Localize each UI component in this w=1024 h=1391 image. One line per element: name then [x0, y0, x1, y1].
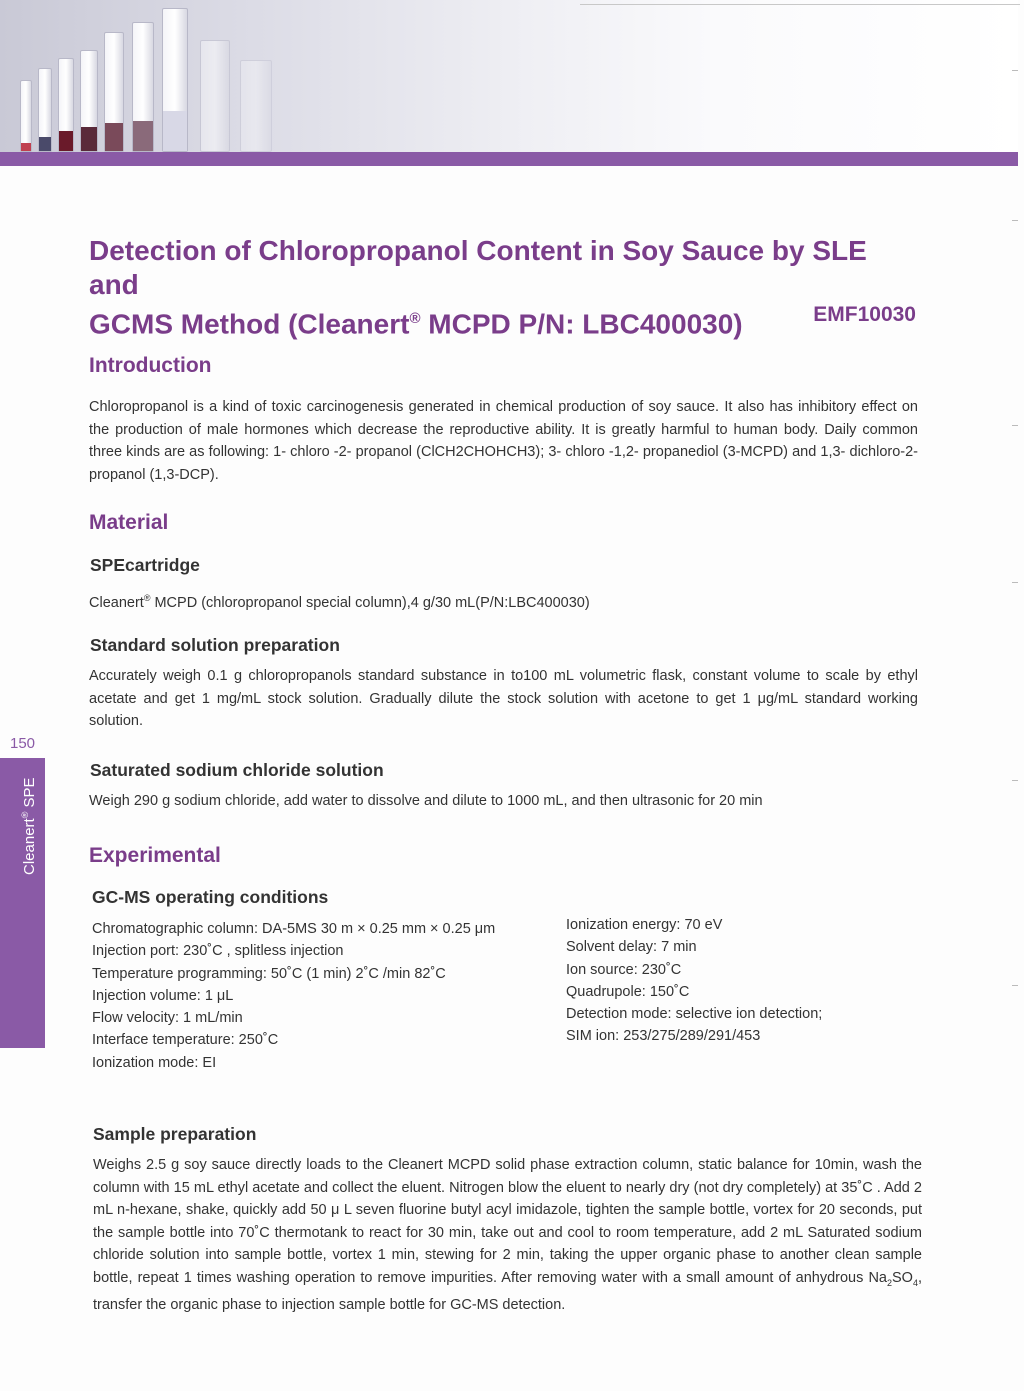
nacl-solution-text: Weigh 290 g sodium chloride, add water to dissolve and dilute to 1000 mL, and then ultrasonic for 20 min [89, 793, 763, 809]
sample-preparation-text: Weighs 2.5 g soy sauce directly loads to the Cleanert MCPD solid phase extraction column, static balance for 10min, wash the column with 15 mL ethyl acetate and collect the eluent. Nitrogen blow the eluent to nearly dry (not dry completely) at 35˚C . Add 2 mL n-hexane, shake, quickly add 50 μ L seven fluorine butyl acyl imidazole, tighten the sample bottle, vortex for 20 seconds, put the sample bottle into 70˚C thermotank to react for 30 min, take out and cool to room temperature, add 2 mL Saturated sodium chloride solution into sample bottle, vortex 1 min, stewing for 2 min, taking the upper organic phase to another clean sample bottle, repeat 1 times washing operation to remove impurities. After removing water with a small amount of anhydrous $Na_2SO_4$, transfer the organic phase to injection sample bottle for GC-MS detection. [93, 1157, 922, 1313]
top-rule [580, 4, 1020, 5]
document-code: EMF10030 [813, 303, 916, 326]
side-tab-label: Cleanert® SPE [20, 777, 38, 875]
spe-tube-image [162, 8, 188, 152]
condition-item: Ion source: 230˚C [566, 961, 682, 978]
scan-mark [1012, 425, 1018, 426]
standard-solution-heading: Standard solution preparation [90, 635, 340, 655]
condition-item: Quadrupole: 150˚C [566, 983, 690, 1000]
condition-item: Temperature programming: 50˚C (1 min) 2˚C /min 82˚C [92, 965, 446, 982]
introduction-text: Chloropropanol is a kind of toxic carcinogenesis generated in chemical production of soy sauce. It also has inhibitory effect on the production of male hormones which decrease the reproductive ability. It is greatly harmful to human body. Daily common three kinds are as following: 1- chloro -2- propanol (ClCH2CHOHCH3); 3- chloro -1,2- propanediol (3-MCPD) and 1,3- dichloro-2- propanol (1,3-DCP). [89, 399, 918, 483]
scan-mark [1012, 780, 1018, 781]
spe-tube-image [132, 22, 154, 152]
condition-item: Injection port: 230˚C , splitless injection [92, 943, 344, 960]
scan-mark [1012, 985, 1018, 986]
introduction-heading: Introduction [89, 354, 212, 377]
scan-mark [1012, 220, 1018, 221]
condition-item: Flow velocity: 1 mL/min [92, 1010, 243, 1027]
spe-tube-image [20, 80, 32, 152]
header-bar [0, 152, 1018, 166]
scan-mark [1012, 582, 1018, 583]
condition-item: SIM ion: 253/275/289/291/453 [566, 1028, 761, 1045]
condition-item: Injection volume: 1 μL [92, 987, 234, 1004]
spe-tube-image [80, 50, 98, 152]
gcms-conditions-right [566, 914, 916, 1048]
header-banner [0, 0, 1018, 152]
spe-tube-image [200, 40, 230, 152]
gcms-conditions-left [92, 918, 552, 1074]
condition-item: Chromatographic column: DA-5MS 30 m × 0.25 mm × 0.25 μm [92, 921, 496, 937]
spe-tube-image [104, 32, 124, 152]
nacl-solution-heading: Saturated sodium chloride solution [90, 760, 384, 780]
condition-item: Interface temperature: 250˚C [92, 1032, 279, 1049]
condition-item: Ionization energy: 70 eV [566, 917, 723, 933]
condition-item: Solvent delay: 7 min [566, 939, 697, 956]
spe-cartridge-text: Cleanert® MCPD (chloropropanol special column),4 g/30 mL(P/N:LBC400030) [89, 593, 590, 611]
experimental-heading: Experimental [89, 844, 221, 867]
material-heading: Material [89, 511, 169, 534]
page-number: 150 [10, 735, 36, 752]
gcms-conditions-heading: GC-MS operating conditions [92, 887, 329, 907]
spe-tube-image [240, 60, 272, 152]
spe-cartridge-heading: SPEcartridge [90, 555, 200, 575]
page-title: Detection of Chloropropanol Content in Soy Sauce by SLE and GCMS Method (Cleanert® MCPD P/N: LBC400030) [89, 235, 867, 340]
spe-tube-image [38, 68, 52, 152]
scan-mark [1012, 70, 1018, 71]
condition-item: Ionization mode: EI [92, 1054, 217, 1071]
spe-tube-image [58, 58, 74, 152]
sample-preparation-heading: Sample preparation [93, 1124, 257, 1144]
standard-solution-text: Accurately weigh 0.1 g chloropropanols standard substance in to100 mL volumetric flask, constant volume to scale by ethyl acetate and get 1 mg/mL stock solution. Gradually dilute the stock solution with acetone to get 1 μg/mL standard working solution. [89, 668, 918, 729]
condition-item: Detection mode: selective ion detection; [566, 1006, 823, 1023]
